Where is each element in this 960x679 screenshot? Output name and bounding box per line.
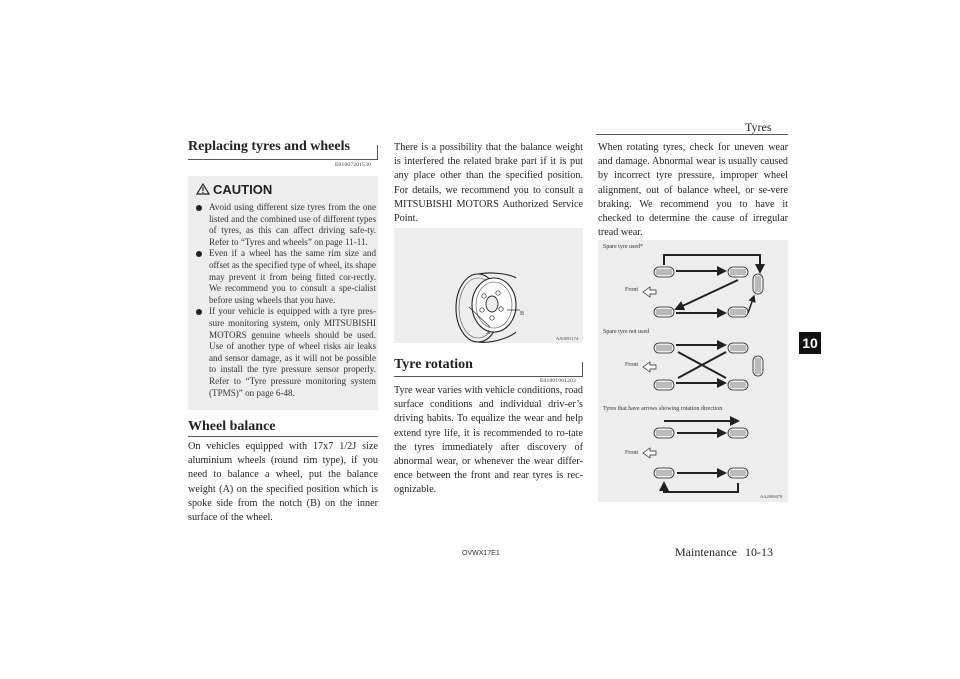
tyre-rotation-text: Tyre wear varies with vehicle conditions, road surface conditions and individual driv-er’s driving habits. To equalize the wear and help extend tyre life, it is recommended to ro-tate the tyres immediately after discovery of abnormal wear, or whenever the wear differ-ence between the front and rear tyres is rec-ognizable. bbox=[394, 385, 583, 496]
caution-item: Even if a wheel has the same rim size and offset as the specified type of wheel, its shape may prevent it from being fitted cor-rectly. We recommend you to consult a spe-cialist before using wheels that you have. bbox=[194, 248, 376, 306]
wheel-figure bbox=[394, 228, 583, 343]
wheel-illustration bbox=[394, 228, 583, 343]
chapter-tab: 10 bbox=[799, 332, 821, 354]
footer-section: Maintenance bbox=[675, 545, 737, 559]
section-code: E01001901203 bbox=[540, 378, 577, 384]
page-number: 10-13 bbox=[745, 545, 773, 559]
uneven-wear-text: When rotating tyres, check for uneven wear and damage. Abnormal wear is usually caused by incorrect tyre pressure, improper wheel alignment, out of balance wheel, or se-vere braking. We recommend you to have it checked to determine the cause of irregular tread wear. bbox=[598, 142, 788, 239]
caution-label: CAUTION bbox=[213, 182, 273, 197]
caution-list bbox=[194, 202, 376, 399]
section-rule-tick bbox=[377, 145, 378, 159]
footer-code: OVWX17E1 bbox=[462, 550, 500, 557]
section-rule bbox=[394, 376, 583, 377]
balance-weight-text: There is a possibility that the balance weight is interfered the related brake part if it is put any place other than the specified position. For details, we recommend you to consult a MITSUBISHI MOTORS Authorized Service Point. bbox=[394, 142, 583, 225]
header-rule bbox=[596, 134, 788, 135]
section-title-replacing-tyres: Replacing tyres and wheels bbox=[188, 139, 350, 154]
figure-code: AA2000679 bbox=[760, 494, 783, 499]
rotation-figure bbox=[598, 240, 788, 502]
front-label: Front bbox=[625, 362, 639, 368]
label-spare-not-used: Spare tyre not used bbox=[603, 329, 650, 335]
front-label: Front bbox=[625, 287, 639, 293]
section-code: E01007201530 bbox=[335, 162, 372, 168]
figure-code: AA0091174 bbox=[556, 336, 579, 341]
label-directional-tyres: Tyres that have arrows showing rotation direction bbox=[603, 406, 723, 412]
running-head: Tyres bbox=[745, 120, 772, 134]
front-label: Front bbox=[625, 450, 639, 456]
section-title-wheel-balance: Wheel balance bbox=[188, 419, 276, 434]
section-rule bbox=[188, 159, 378, 160]
warning-triangle-icon bbox=[196, 183, 210, 195]
section-rule-tick bbox=[582, 362, 583, 376]
section-rule bbox=[188, 436, 378, 437]
caution-item: Avoid using different size tyres from the one listed and the combined use of different types of tyres, as this can affect driving safe-ty. Refer to “Tyres and wheels” on page 11-11. bbox=[194, 202, 376, 248]
label-spare-used: Spare tyre used* bbox=[603, 244, 643, 250]
caution-item: If your vehicle is equipped with a tyre pres-sure monitoring system, only MITSUBISHI MOTORS genuine wheels should be used. Use of another type of wheel risks air leaks and sensor damage, as it will not be possible to install the tyre pressure sensor properly. Refer to “Tyre pressure monitoring system (TPMS)” on page 6-48. bbox=[194, 306, 376, 399]
wheel-balance-text: On vehicles equipped with 17x7 1/2J size aluminium wheels (round rim type), if you need to balance a wheel, put the balance weight (A) on the specified position which is spoke side from the notch (B) on the inner surface of the wheel. bbox=[188, 441, 378, 524]
section-title-tyre-rotation: Tyre rotation bbox=[394, 357, 473, 372]
label-b: B bbox=[520, 311, 525, 317]
caution-title bbox=[196, 182, 272, 197]
rotation-diagram bbox=[598, 240, 788, 502]
label-a: A bbox=[486, 330, 491, 336]
